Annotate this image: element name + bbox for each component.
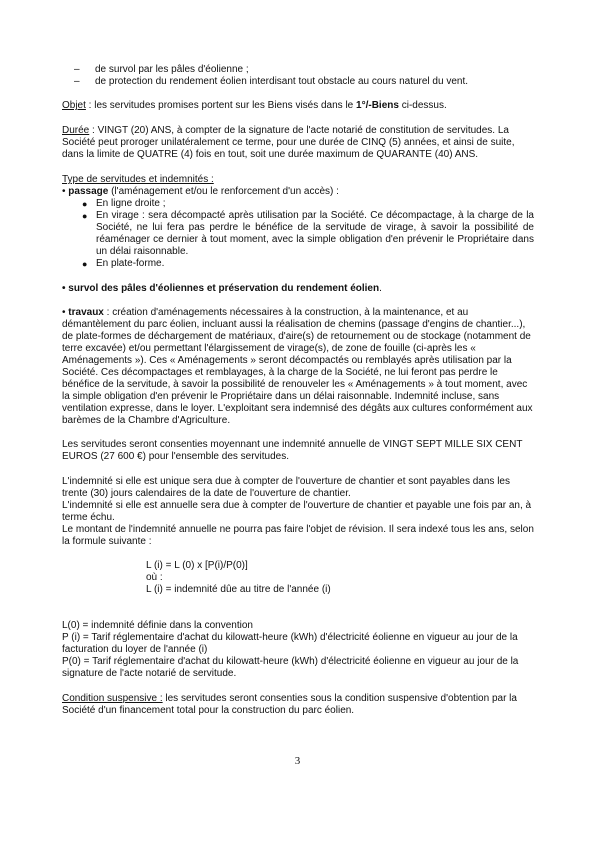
duree-label: Durée bbox=[62, 125, 90, 136]
types-heading-text: Type de servitudes et indemnités : bbox=[62, 174, 214, 185]
dash-item bbox=[62, 76, 534, 88]
definition-line: P(0) = Tarif réglementaire d'achat du kilowatt-heure (kWh) d'électricité éolienne en vigueur au jour de la signature de l'acte notarié de servitude. bbox=[62, 656, 519, 679]
dash-marker: – bbox=[74, 64, 80, 75]
formula-definition: L (i) = indemnité dûe au titre de l'année (i) bbox=[146, 584, 331, 595]
sub-item bbox=[62, 198, 534, 210]
dash-item-text: de protection du rendement éolien interdisant tout obstacle au cours naturel du vent. bbox=[95, 76, 469, 87]
condition-text: les servitudes seront consenties sous la condition suspensive d'obtention par la Société d'un financement total pour la construction du parc éolien. bbox=[62, 693, 517, 716]
condition-paragraph bbox=[62, 693, 534, 717]
types-heading bbox=[62, 174, 534, 186]
survol-bold: • survol des pâles d'éoliennes et préservation du rendement éolien bbox=[62, 283, 380, 294]
travaux-text: : création d'aménagements nécessaires à la construction, à la maintenance, et au démantèlement du parc éolien, incluant aussi la réalisation de chemins (passage d'engins de chantier...), de plate-formes de déchargement de matériaux, d'aire(s) de retournement ou de stockage (notamment de terre excavée) et/ou permettant l'élargissement de virage(s), de zone de fouille (ci-après les « Aménagements »). Ces « Aménagements » seront décompactés ou remblayés après utilisation par la Société. Ces décompactages et remblayages, à la charge de la Société, ne lui feront pas perdre le bénéfice de la servitude, à savoir la possibilité de renouveler les « Aménagements » à tout moment, avec la simple obligation d'en prévenir le Propriétaire dans un délai raisonnable. Indemnité incluse, sans ventilation expresse, dans le loyer. L'exploitant sera indemnisé des dégâts aux cultures conformément aux barèmes de la Chambre d'Agriculture. bbox=[62, 307, 533, 426]
indemnite-paragraph: Les servitudes seront consenties moyennant une indemnité annuelle de VINGT SEPT MILLE SIX CENT EUROS (27 600 €) pour l'ensemble des servitudes. bbox=[62, 439, 523, 462]
paiement-paragraph-1: L'indemnité si elle est unique sera due à compter de l'ouverture de chantier et sont payables dans les trente (30) jours calendaires de la date de l'ouverture de chantier. bbox=[62, 476, 510, 499]
objet-text-after: ci-dessus. bbox=[398, 100, 447, 111]
objet-paragraph bbox=[62, 100, 534, 112]
page-number: 3 bbox=[294, 755, 301, 767]
bullet-icon: ● bbox=[82, 211, 88, 221]
survol-line bbox=[62, 283, 534, 295]
passage-sub-list bbox=[62, 198, 534, 270]
dash-marker: – bbox=[74, 76, 80, 87]
travaux-paragraph bbox=[62, 307, 534, 427]
condition-label: Condition suspensive : bbox=[62, 693, 163, 704]
travaux-bold: travaux bbox=[68, 307, 104, 318]
passage-text: (l'aménagement et/ou le renforcement d'un accès) : bbox=[108, 186, 339, 197]
dash-item bbox=[62, 64, 534, 76]
duree-text: : VINGT (20) ANS, à compter de la signature de l'acte notarié de constitution de servitudes. La Société peut proroger unilatéralement ce terme, pour une durée de CINQ (5) années, et ainsi de suite, dans la limite de QUATRE (4) fois en tout, soit une durée maximum de QUARANTE (40) ANS. bbox=[62, 125, 515, 160]
duree-paragraph bbox=[62, 125, 534, 161]
bullet-icon: ● bbox=[82, 199, 88, 209]
paiement-paragraph-2: L'indemnité si elle est annuelle sera due à compter de l'ouverture de chantier et payable une fois par an, à terme échu. bbox=[62, 500, 532, 523]
passage-bold: passage bbox=[68, 186, 109, 197]
formula-where: où : bbox=[146, 572, 163, 583]
dash-list bbox=[62, 64, 534, 88]
sub-item bbox=[62, 210, 534, 258]
objet-label: Objet bbox=[62, 100, 86, 111]
sub-item-text: En ligne droite ; bbox=[96, 198, 166, 209]
survol-end: . bbox=[379, 283, 382, 294]
definition-line: L(0) = indemnité définie dans la convention bbox=[62, 620, 253, 631]
sub-item bbox=[62, 258, 534, 270]
definition-line: P (i) = Tarif réglementaire d'achat du kilowatt-heure (kWh) d'électricité éolienne en vigueur au jour de la facturation du loyer de l'année (i) bbox=[62, 632, 518, 655]
sub-item-text: En virage : sera décompacté après utilisation par la Société. Ce décompactage, à la charge de la Société, ne lui fera pas perdre le bénéfice de la servitude de virage, à savoir la possibilité de réaménager ce dernier à tout moment, avec la simple obligation d'en prévenir le Propriétaire dans un délai raisonnable. bbox=[96, 210, 534, 257]
paiement-paragraph-3: Le montant de l'indemnité annuelle ne pourra pas faire l'objet de révision. Il sera indexé tous les ans, selon la formule suivante : bbox=[62, 524, 534, 547]
passage-bullet: • bbox=[62, 186, 66, 197]
objet-text: : les servitudes promises portent sur les Biens visés dans le bbox=[85, 100, 357, 111]
bullet-icon: ● bbox=[82, 259, 88, 269]
sub-item-text: En plate-forme. bbox=[96, 258, 165, 269]
formula-line: L (i) = L (0) x [P(i)/P(0)] bbox=[146, 560, 248, 571]
objet-bold: 1°/-Biens bbox=[356, 100, 399, 111]
dash-item-text: de survol par les pâles d'éolienne ; bbox=[95, 64, 249, 75]
formula-block bbox=[62, 560, 534, 596]
travaux-bullet: • bbox=[62, 307, 66, 318]
passage-line bbox=[62, 186, 534, 198]
document-page bbox=[62, 64, 534, 717]
